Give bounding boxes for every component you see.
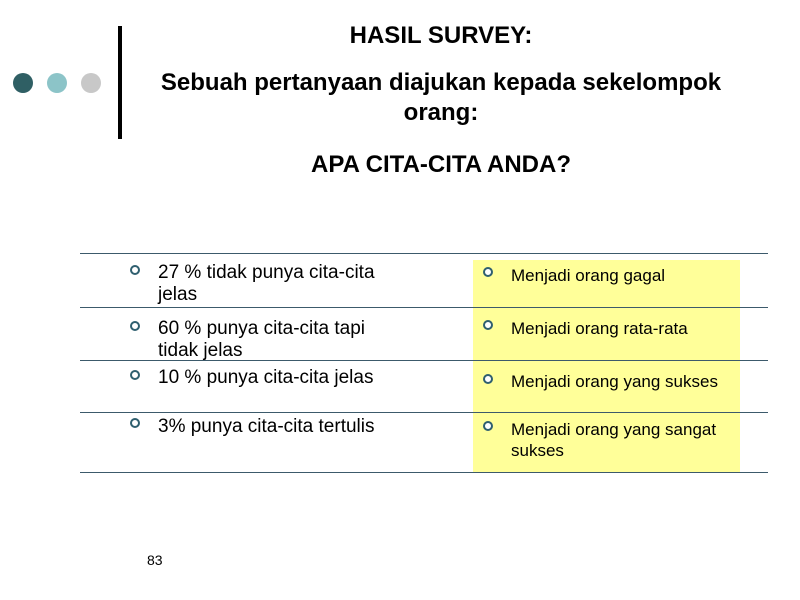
- title-divider-bar: [118, 26, 122, 139]
- bullet-icon: [483, 374, 493, 384]
- outcome-text: Menjadi orang yang sukses: [511, 372, 718, 391]
- bullet-icon: [130, 321, 140, 331]
- statistic-text: 10 % punya cita-cita jelas: [158, 367, 374, 388]
- table-rule: [80, 412, 768, 413]
- outcome-text: Menjadi orang rata-rata: [511, 319, 688, 338]
- bullet-icon: [130, 370, 140, 380]
- decor-dot-dark: [13, 73, 33, 93]
- table-rule: [80, 307, 768, 308]
- decor-dot-grey: [81, 73, 101, 93]
- survey-title: HASIL SURVEY:: [349, 22, 533, 49]
- page-number: 83: [147, 552, 163, 568]
- statistic-text: 27 % tidak punya cita-cita jelas: [158, 262, 375, 305]
- table-rule: [80, 253, 768, 254]
- statistic-text: 60 % punya cita-cita tapi tidak jelas: [158, 318, 366, 361]
- outcome-text: Menjadi orang yang sangat sukses: [511, 420, 717, 460]
- bullet-icon: [130, 265, 140, 275]
- bullet-icon: [483, 421, 493, 431]
- question-intro: Sebuah pertanyaan diajukan kepada sekelompok orang:: [160, 69, 722, 126]
- outcome-text: Menjadi orang gagal: [511, 266, 666, 285]
- statistic-text: 3% punya cita-cita tertulis: [158, 416, 375, 437]
- decor-dot-light: [47, 73, 67, 93]
- bullet-icon: [483, 320, 493, 330]
- table-rule: [80, 472, 768, 473]
- main-question: APA CITA-CITA ANDA?: [311, 151, 571, 178]
- bullet-icon: [483, 267, 493, 277]
- bullet-icon: [130, 418, 140, 428]
